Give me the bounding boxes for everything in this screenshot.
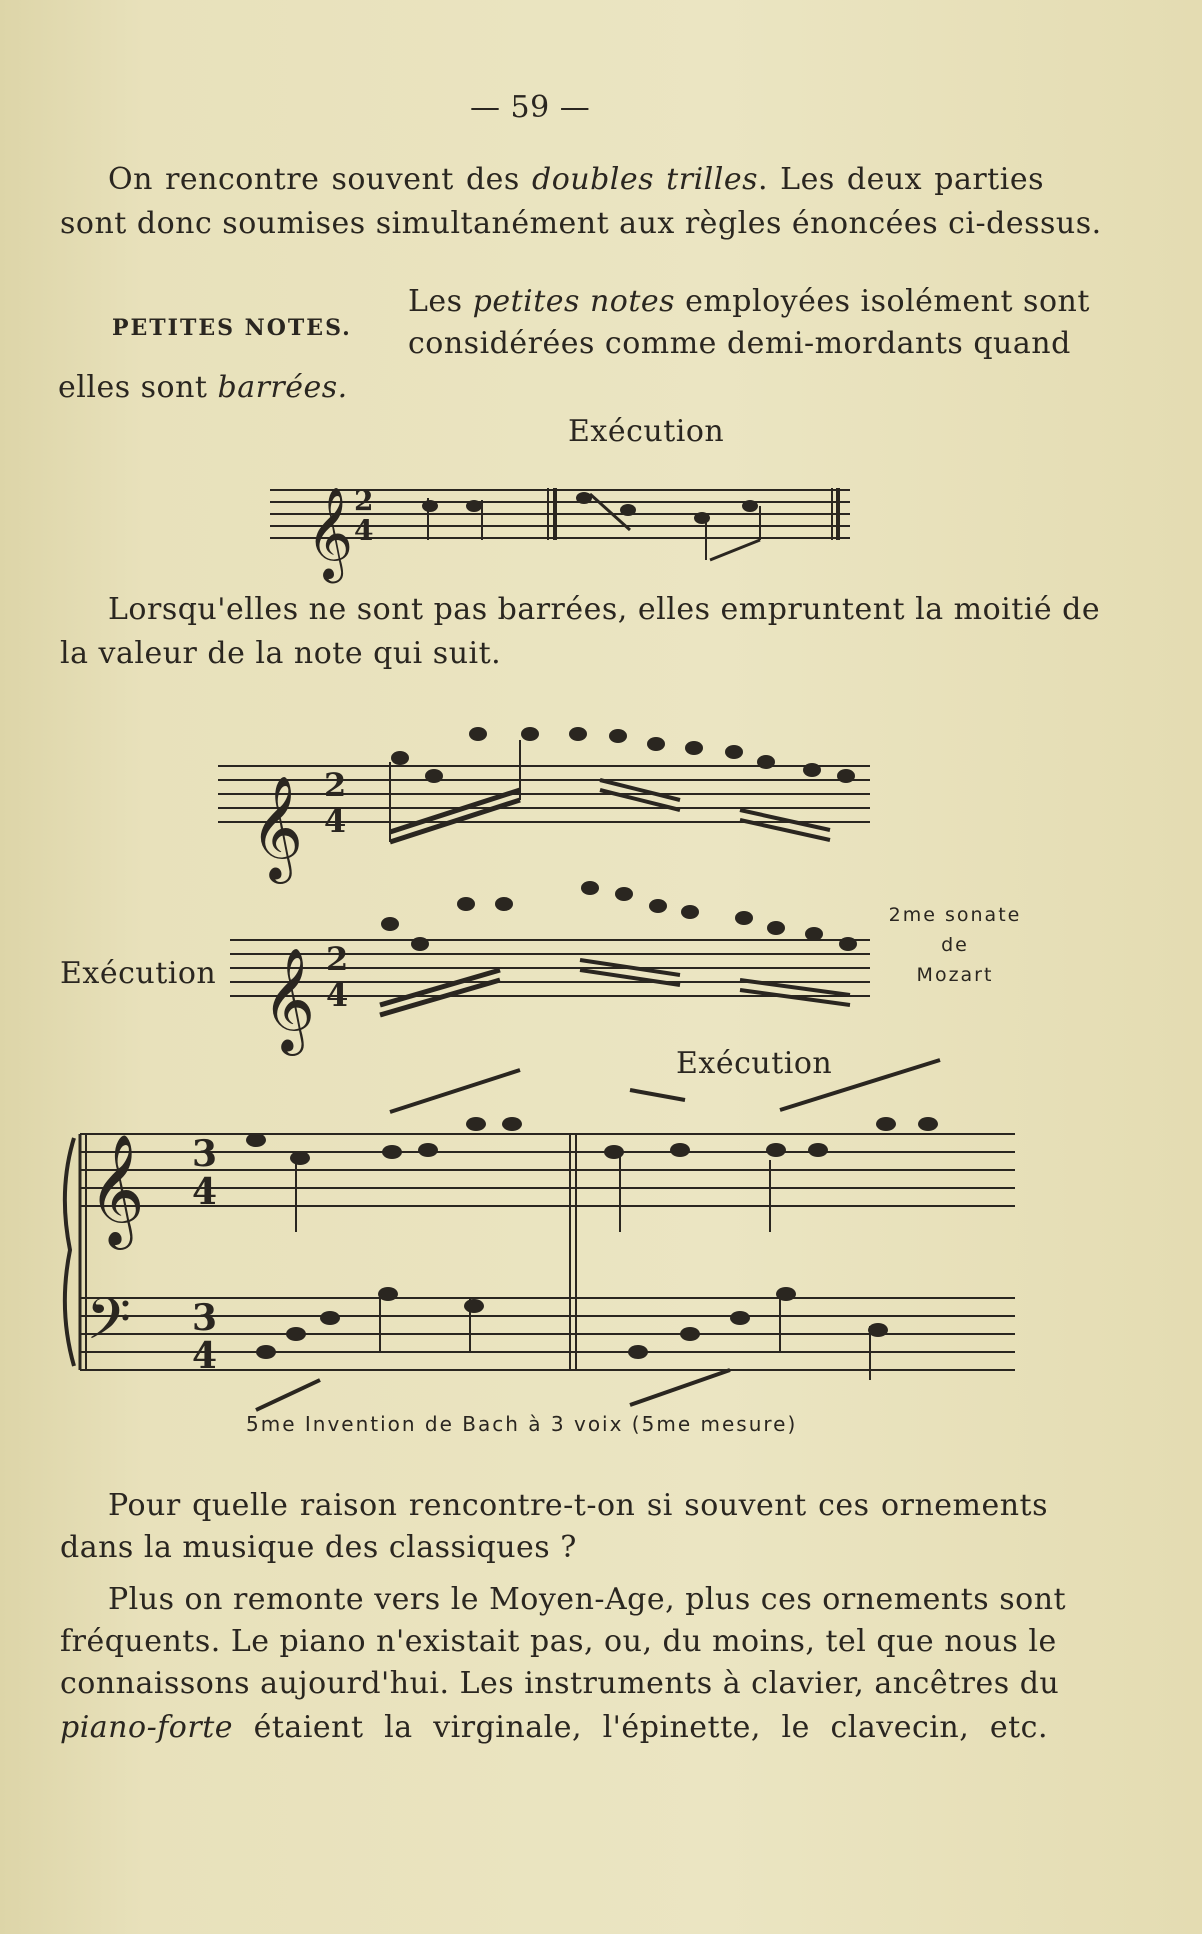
petites-line-2: considérées comme demi-mordants quand — [408, 326, 1071, 361]
svg-text:4: 4 — [192, 1335, 218, 1377]
execution-label-1: Exécution — [568, 414, 725, 449]
bass-clef: 𝄢 — [86, 1285, 132, 1367]
paragraph-3-line-1: Pour quelle raison rencontre-t-on si souvent ces ornements — [108, 1488, 1048, 1523]
paragraph-4-line-4: piano-forte étaient la virginale, l'épinette, le clavecin, etc. — [60, 1710, 1048, 1745]
paragraph-2-line-1: Lorsqu'elles ne sont pas barrées, elles empruntent la moitié de — [108, 592, 1101, 627]
petites-line-1: Les petites notes employées isolément sont — [408, 284, 1090, 319]
paragraph-2-line-2: la valeur de la note qui suit. — [60, 636, 502, 671]
svg-text:4: 4 — [354, 514, 374, 547]
treble-clef-2: 𝄞 — [250, 775, 304, 880]
svg-text:2: 2 — [354, 484, 374, 517]
paragraph-3-line-2: dans la musique des classiques ? — [60, 1530, 577, 1565]
bach-caption: 5me Invention de Bach à 3 voix (5me mesure) — [246, 1412, 798, 1436]
execution-label-3: Exécution — [676, 1046, 833, 1081]
mozart-caption-line-3: Mozart — [916, 964, 994, 986]
execution-label-2: Exécution — [60, 956, 217, 991]
paragraph-1-line-2: sont donc soumises simultanément aux règles énoncées ci-dessus. — [60, 206, 1102, 241]
treble-clef-4: 𝄞 — [88, 1133, 145, 1245]
svg-text:2: 2 — [324, 766, 347, 804]
svg-text:3: 3 — [192, 1297, 218, 1339]
paragraph-1-line-1: On rencontre souvent des doubles trilles. Les deux parties — [108, 162, 1044, 197]
svg-text:3: 3 — [192, 1133, 218, 1175]
svg-text:4: 4 — [192, 1171, 218, 1213]
svg-text:2: 2 — [326, 940, 349, 978]
staff-2 — [218, 766, 870, 822]
paragraph-4-line-3: connaissons aujourd'hui. Les instruments à clavier, ancêtres du — [60, 1666, 1060, 1701]
grand-staff-treble — [80, 1134, 1015, 1206]
treble-clef-3: 𝄞 — [262, 947, 316, 1052]
svg-text:4: 4 — [326, 976, 349, 1014]
mozart-caption-line-2: de — [941, 934, 969, 956]
treble-clef-1: 𝄞 — [306, 486, 354, 579]
page-number: — 59 — — [470, 90, 591, 125]
petites-line-3: elles sont barrées. — [58, 370, 348, 405]
svg-text:4: 4 — [324, 802, 347, 840]
grand-staff-beams — [256, 1060, 940, 1410]
paragraph-4-line-1: Plus on remonte vers le Moyen-Age, plus ces ornements sont — [108, 1582, 1067, 1617]
mozart-caption-line-1: 2me sonate — [888, 904, 1022, 926]
paragraph-4-line-2: fréquents. Le piano n'existait pas, ou, du moins, tel que nous le — [60, 1624, 1057, 1659]
section-heading: PETITES NOTES. — [112, 315, 352, 341]
